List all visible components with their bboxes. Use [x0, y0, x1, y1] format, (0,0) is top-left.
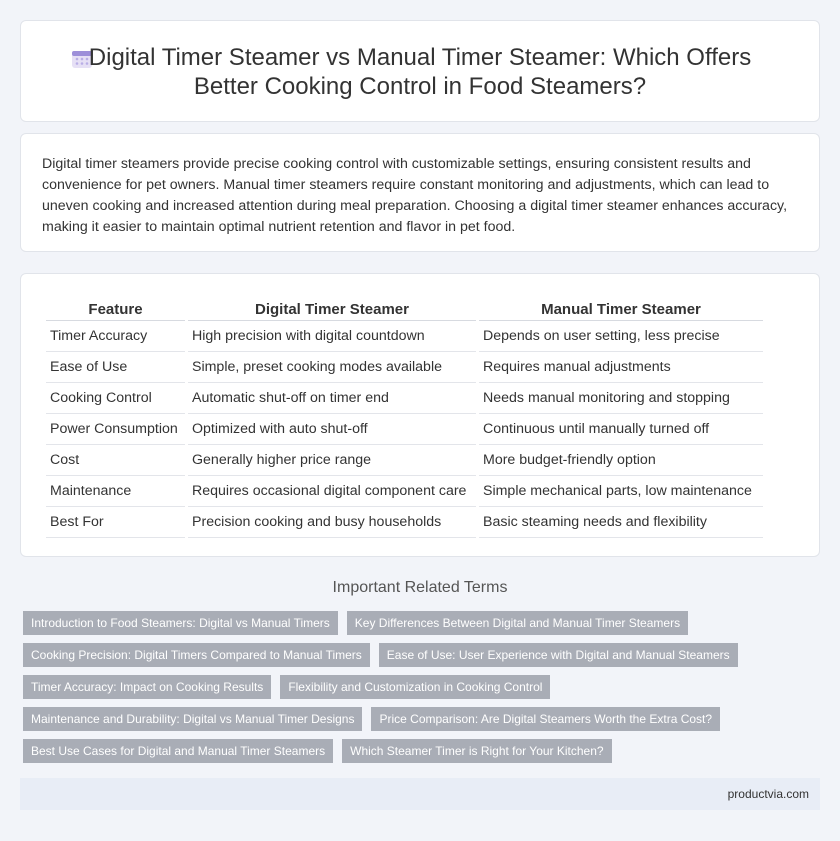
page-title [21, 43, 819, 101]
table-row [46, 445, 763, 476]
footer-site-link[interactable]: productvia.com [727, 787, 809, 801]
related-terms-title: Important Related Terms [332, 579, 508, 596]
table-cell: More budget-friendly option [479, 445, 763, 476]
related-term-tag[interactable]: Cooking Precision: Digital Timers Compared to Manual Timers [23, 643, 370, 667]
title-card [20, 20, 820, 122]
tag-row [23, 739, 823, 763]
related-term-tag[interactable]: Flexibility and Customization in Cooking Control [280, 675, 550, 699]
header-manual: Manual Timer Steamer [479, 295, 763, 321]
comparison-table-card [20, 273, 820, 557]
table-cell: Power Consumption [46, 414, 185, 445]
table-row [46, 383, 763, 414]
footer [20, 778, 820, 810]
table-cell: Automatic shut-off on timer end [188, 383, 476, 414]
tag-row [23, 675, 823, 699]
tag-row [23, 611, 823, 635]
intro-card [20, 133, 820, 252]
related-term-tag[interactable]: Which Steamer Timer is Right for Your Kitchen? [342, 739, 611, 763]
related-terms-tags [23, 611, 823, 771]
table-cell: Generally higher price range [188, 445, 476, 476]
table-cell: Best For [46, 507, 185, 538]
related-term-tag[interactable]: Key Differences Between Digital and Manual Timer Steamers [347, 611, 688, 635]
table-cell: Requires manual adjustments [479, 352, 763, 383]
tag-row [23, 707, 823, 731]
table-header-row [46, 295, 763, 321]
table-cell: High precision with digital countdown [188, 321, 476, 352]
table-cell: Simple mechanical parts, low maintenance [479, 476, 763, 507]
header-digital: Digital Timer Steamer [188, 295, 476, 321]
table-row [46, 476, 763, 507]
table-cell: Cost [46, 445, 185, 476]
table-cell: Continuous until manually turned off [479, 414, 763, 445]
related-term-tag[interactable]: Introduction to Food Steamers: Digital vs Manual Timers [23, 611, 338, 635]
table-row [46, 352, 763, 383]
table-cell: Depends on user setting, less precise [479, 321, 763, 352]
related-term-tag[interactable]: Maintenance and Durability: Digital vs Manual Timer Designs [23, 707, 362, 731]
table-cell: Requires occasional digital component care [188, 476, 476, 507]
table-cell: Basic steaming needs and flexibility [479, 507, 763, 538]
table-row [46, 414, 763, 445]
comparison-table [43, 295, 766, 538]
table-cell: Simple, preset cooking modes available [188, 352, 476, 383]
table-cell: Cooking Control [46, 383, 185, 414]
page-title-line-1: Digital Timer Steamer vs Manual Timer Steamer: Which Offers [88, 44, 752, 71]
related-term-tag[interactable]: Best Use Cases for Digital and Manual Timer Steamers [23, 739, 333, 763]
table-cell: Precision cooking and busy households [188, 507, 476, 538]
page-title-line-2: Better Cooking Control in Food Steamers? [193, 73, 647, 100]
intro-paragraph: Digital timer steamers provide precise cooking control with customizable settings, ensuring consistent results and convenience for pet owners. Manual timer steamers require constant monitoring and adjustments, which can lead to uneven cooking and increased attention during meal preparation. Choosing a digital timer steamer enhances accuracy, making it easier to maintain optimal nutrient retention and flavor in pet food. [42, 156, 788, 235]
table-row [46, 321, 763, 352]
related-term-tag[interactable]: Price Comparison: Are Digital Steamers Worth the Extra Cost? [371, 707, 720, 731]
table-row [46, 507, 763, 538]
table-cell: Maintenance [46, 476, 185, 507]
table-cell: Ease of Use [46, 352, 185, 383]
related-term-tag[interactable]: Ease of Use: User Experience with Digital and Manual Steamers [379, 643, 738, 667]
table-cell: Optimized with auto shut-off [188, 414, 476, 445]
table-cell: Needs manual monitoring and stopping [479, 383, 763, 414]
tag-row [23, 643, 823, 667]
related-term-tag[interactable]: Timer Accuracy: Impact on Cooking Results [23, 675, 271, 699]
table-cell: Timer Accuracy [46, 321, 185, 352]
header-feature: Feature [46, 295, 185, 321]
